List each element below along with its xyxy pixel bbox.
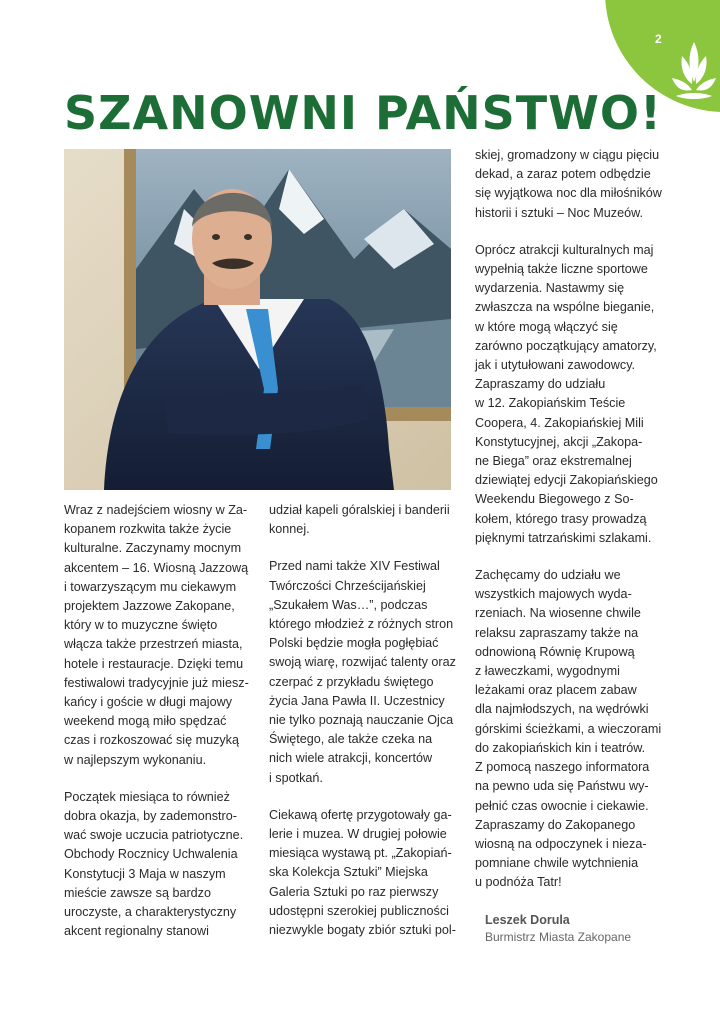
- leaf-logo: [668, 38, 720, 106]
- paragraph: Początek miesiąca to również dobra okazja, by zademonstro- wać swoje uczucia patriotyczne. Obchody Rocznicy Uchwalenia Konstytucji 3 Maja w naszym mieście zawsze są bardzo uroczyste, a charakterystyczny akcent regionalny stanowi: [64, 789, 244, 939]
- text-column-1: [64, 501, 259, 959]
- text-column-2: [269, 501, 461, 958]
- signature-role: Burmistrz Miasta Zakopane: [485, 930, 632, 944]
- signature-name: Leszek Dorula: [485, 913, 570, 927]
- paragraph: Ciekawą ofertę przygotowały ga- lerie i muzea. W drugiej połowie miesiąca wystawą pt. „Zakopiań- ska Kolekcja Sztuki” Miejska Galeria Sztuki po raz pierwszy udostępni szerokiej publiczności niezwykle bogaty zbiór sztuki pol-: [269, 807, 456, 938]
- paragraph: udział kapeli góralskiej i banderii konnej.: [269, 503, 450, 537]
- page-title: SZANOWNI PAŃSTWO!: [64, 86, 662, 140]
- text-column-3: [475, 146, 665, 911]
- paragraph: Przed nami także XIV Festiwal Twórczości Chrześcijańskiej „Szukałem Was…”, podczas którego młodzież z różnych stron Polski będzie mogła pogłębiać swoją wiarę, rozwijać talenty oraz czerpać z przykładu świętego życia Jana Pawła II. Uczestnicy nie tylko poznają nauczanie Ojca Świętego, ale także czeka na nich wiele atrakcji, koncertów i spotkań.: [269, 559, 456, 785]
- paragraph: Oprócz atrakcji kulturalnych maj wypełnią także liczne sportowe wydarzenia. Nastawmy się zwłaszcza na wspólne bieganie, w które mogą włączyć się zarówno początkujący amatorzy, jak i utytułowani zawodowcy. Zapraszamy do udziału w 12. Zakopiańskim Teście Coopera, 4. Zakopiańskiej Mili Konstytucyjnej, akcji „Zakopa- ne Biega” oraz ekstremalnej dziewiątej edycji Zakopiańskiego Weekendu Biegowego z So- kołem, którego trasy prowadzą pięknymi tatrzańskimi szlakami.: [475, 242, 658, 545]
- portrait-photo: [64, 149, 451, 490]
- page-number: 2: [655, 32, 662, 46]
- paragraph: skiej, gromadzony w ciągu pięciu dekad, a zaraz potem odbędzie się wyjątkowa noc dla miłośników historii i sztuki – Noc Muzeów.: [475, 148, 662, 220]
- paragraph: Wraz z nadejściem wiosny w Za- kopanem rozkwita także życie kulturalne. Zaczynamy mocnym akcentem – 16. Wiosną Jazzową i towarzyszącym mu ciekawym projektem Jazzowe Zakopane, który w to muzyczne święto włącza także przestrzeń miasta, hotele i restauracje. Dzięki temu festiwalowi tradycyjnie już miesz- kańcy i goście w długi majowy weekend mogą miło spędzać czas i rozkoszować się muzyką w najlepszym wykonaniu.: [64, 503, 249, 767]
- paragraph: Zachęcamy do udziału we wszystkich majowych wyda- rzeniach. Na wiosenne chwile relaksu zapraszamy także na odnowioną Równię Krupową z ławeczkami, wygodnymi leżakami oraz placem zabaw dla najmłodszych, na wędrówki górskimi ścieżkami, a wieczorami do zakopiańskich kin i teatrów. Z pomocą naszego informatora na pewno uda się Państwu wy- pełnić czas owocnie i ciekawie. Zapraszamy do Zakopanego wiosną na odpoczynek i nieza- pomniane chwile wytchnienia u podnóża Tatr!: [475, 568, 662, 890]
